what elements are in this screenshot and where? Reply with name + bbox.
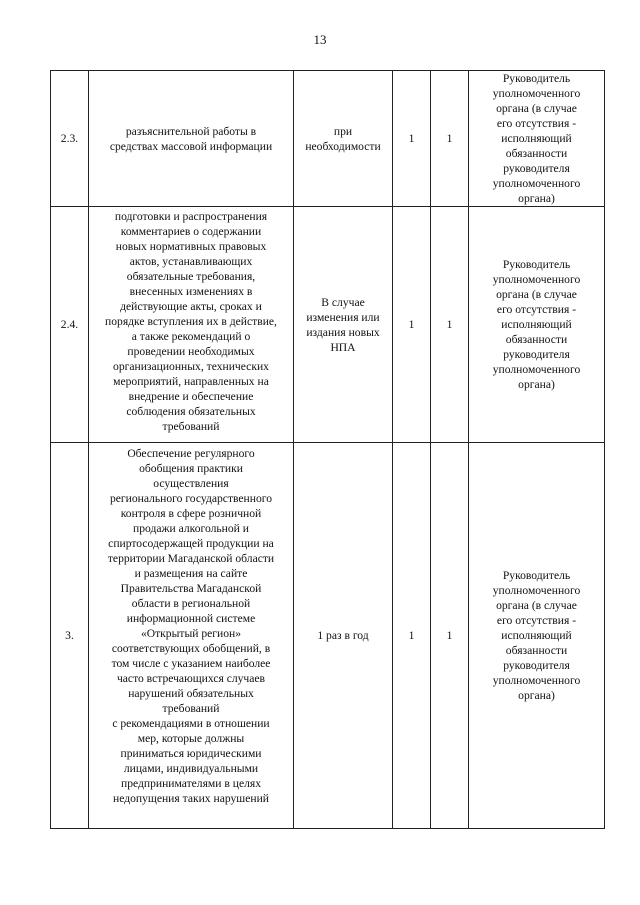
quantity-cell: 1 <box>393 71 431 207</box>
measure-timing: 1 раз в год <box>294 443 393 829</box>
measures-table <box>50 70 605 829</box>
measure-description: разъяснительной работы в средствах массовой информации <box>89 71 294 207</box>
row-number: 2.3. <box>51 71 89 207</box>
table-row <box>51 443 605 829</box>
quantity-cell: 1 <box>393 443 431 829</box>
measure-timing: при необходимости <box>294 71 393 207</box>
quantity-cell: 1 <box>431 207 469 443</box>
measure-timing: В случае изменения или издания новых НПА <box>294 207 393 443</box>
quantity-cell: 1 <box>431 71 469 207</box>
quantity-cell: 1 <box>393 207 431 443</box>
responsible-person: Руководитель уполномоченного органа (в случае его отсутствия - исполняющий обязанности руководителя уполномоченного органа) <box>469 71 605 207</box>
page-number: 13 <box>313 32 327 47</box>
responsible-person: Руководитель уполномоченного органа (в случае его отсутствия - исполняющий обязанности руководителя уполномоченного органа) <box>469 207 605 443</box>
table-row <box>51 71 605 207</box>
responsible-person: Руководитель уполномоченного органа (в случае его отсутствия - исполняющий обязанности руководителя уполномоченного органа) <box>469 443 605 829</box>
table-row <box>51 207 605 443</box>
measure-description: подготовки и распространения комментариев о содержании новых нормативных правовых актов, устанавливающих обязательные требования, внесенных изменениях в действующие акты, сроках и порядке вступления их в действие, а также рекомендаций о проведении необходимых организационных, технических мероприятий, направленных на внедрение и обеспечение соблюдения обязательных требований <box>89 207 294 443</box>
measure-description: Обеспечение регулярного обобщения практики осуществления регионального государственного контроля в сфере розничной продажи алкогольной и спиртосодержащей продукции на территории Магаданской области и размещения на сайте Правительства Магаданской области в региональной информационной системе «Открытый регион» соответствующих обобщений, в том числе с указанием наиболее часто встречающихся случаев нарушений обязательных требований с рекомендациями в отношении мер, которые должны приниматься юридическими лицами, индивидуальными предпринимателями в целях недопущения таких нарушений <box>89 443 294 829</box>
row-number: 3. <box>51 443 89 829</box>
quantity-cell: 1 <box>431 443 469 829</box>
row-number: 2.4. <box>51 207 89 443</box>
